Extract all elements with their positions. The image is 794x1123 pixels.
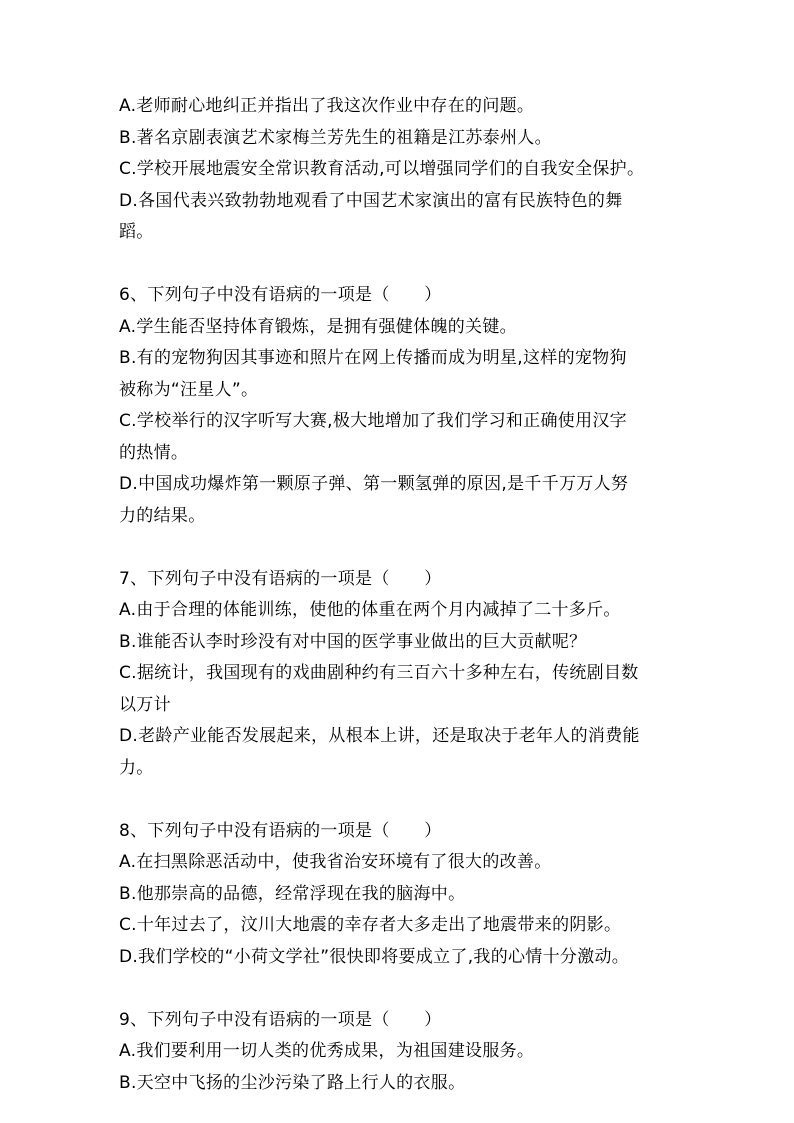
option-a: A.在扫黑除恶活动中，使我省治安环境有了很大的改善。	[119, 852, 552, 872]
option-d-continued: 蹈。	[119, 222, 154, 242]
option-b: B.有的宠物狗因其事迹和照片在网上传播而成为明星,这样的宠物狗	[119, 348, 627, 368]
question-block-5	[119, 91, 679, 249]
option-b: B.他那崇高的品德，经常浮现在我的脑海中。	[119, 883, 466, 904]
question-block-6	[119, 280, 679, 532]
option-d: D.中国成功爆炸第一颗原子弹、第一颗氢弹的原因,是千千万万人努	[119, 474, 629, 494]
question-block-9	[119, 1005, 679, 1100]
option-d: D.各国代表兴致勃勃地观看了中国艺术家演出的富有民族特色的舞	[119, 190, 623, 211]
option-c-continued: 的热情。	[119, 442, 189, 463]
option-c-continued: 以万计	[119, 694, 171, 715]
question-block-8	[119, 816, 679, 974]
option-d-continued: 力。	[119, 757, 154, 778]
option-c: C.学校举行的汉字听写大赛,极大地增加了我们学习和正确使用汉字	[119, 411, 627, 431]
option-c: C.十年过去了，汶川大地震的幸存者大多走出了地震带来的阴影。	[119, 915, 622, 935]
question-stem: 7、下列句子中没有语病的一项是（ ）	[119, 568, 442, 589]
option-c: C.据统计，我国现有的戏曲剧种约有三百六十多种左右，传统剧目数	[119, 663, 639, 683]
question-stem: 6、下列句子中没有语病的一项是（ ）	[119, 285, 442, 305]
option-c: C.学校开展地震安全常识教育活动,可以增强同学们的自我安全保护。	[119, 159, 645, 179]
option-a: A.由于合理的体能训练，使他的体重在两个月内减掉了二十多斤。	[119, 600, 621, 620]
question-content	[119, 91, 679, 1099]
option-a: A.老师耐心地纠正并指出了我这次作业中存在的问题。	[119, 96, 535, 116]
question-block-7	[119, 564, 679, 785]
option-a: A.我们要利用一切人类的优秀成果，为祖国建设服务。	[119, 1041, 535, 1061]
question-stem: 9、下列句子中没有语病的一项是（ ）	[119, 1009, 442, 1030]
option-b: B.天空中飞扬的尘沙污染了路上行人的衣服。	[119, 1072, 466, 1093]
option-b-continued: 被称为“汪星人”。	[119, 379, 259, 400]
option-d: D.老龄产业能否发展起来，从根本上讲，还是取决于老年人的消费能	[119, 726, 640, 746]
option-b: B.著名京剧表演艺术家梅兰芳先生的祖籍是江苏泰州人。	[119, 127, 552, 148]
option-d: D.我们学校的“小荷文学社”很快即将要成立了,我的心情十分激动。	[119, 946, 630, 967]
question-stem: 8、下列句子中没有语病的一项是（ ）	[119, 820, 442, 841]
option-d-continued: 力的结果。	[119, 505, 206, 526]
option-a: A.学生能否坚持体育锻炼，是拥有强健体魄的关键。	[119, 316, 517, 337]
option-b: B.谁能否认李时珍没有对中国的医学事业做出的巨大贡献呢？	[119, 631, 587, 652]
